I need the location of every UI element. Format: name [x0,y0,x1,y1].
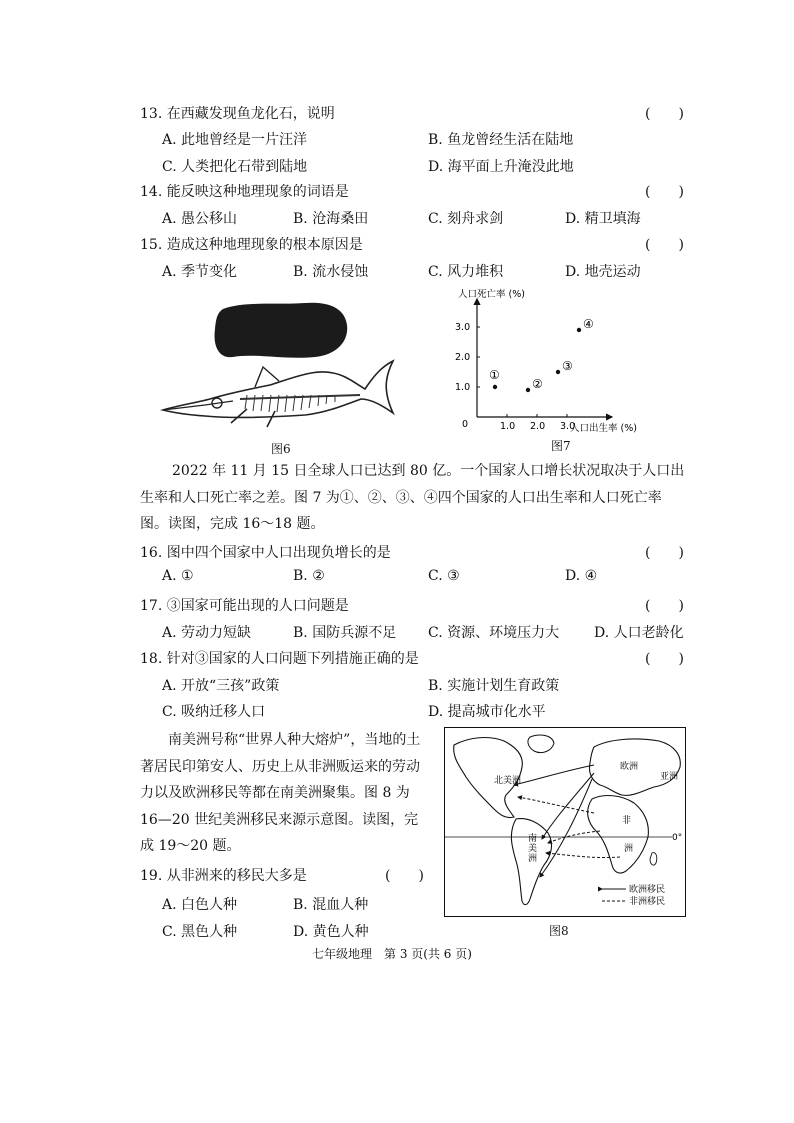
q13-option-b: B. 鱼龙曾经生活在陆地 [428,132,574,148]
x-axis-label: 人口出生率 (%) [570,423,637,434]
fig8-caption: 图8 [549,924,569,938]
population-rate-chart [440,285,680,435]
q19-option-a: A. 白色人种 [162,897,238,913]
q13-option-d: D. 海平面上升淹没此地 [428,159,574,175]
q16-bracket: ( ) [645,545,684,561]
q18-option-b: B. 实施计划生育政策 [428,678,560,694]
fig6-caption: 图6 [271,442,291,456]
scatter-point-2 [526,388,530,392]
asia-label: 亚洲 [660,772,679,782]
legend-africa-label: 非洲移民 [629,897,666,907]
fig7-caption: 图7 [551,439,571,453]
q16-option-a: A. ① [162,568,194,584]
q17-stem: 17. ③国家可能出现的人口问题是 [140,598,349,614]
fossil-figure [155,295,405,430]
q13-stem: 13. 在西藏发现鱼龙化石，说明 [140,106,335,122]
fossil-rock-blob [215,303,348,358]
q14-stem: 14. 能反映这种地理现象的词语是 [140,184,349,200]
equator-label: 0° [672,833,683,843]
q13-option-c: C. 人类把化石带到陆地 [162,159,308,175]
africa-label-1: 非 [622,816,632,826]
scatter-point-label-3: ③ [562,359,573,373]
q14-option-c: C. 刻舟求剑 [428,211,504,227]
x-tick-label: 1.0 [500,421,516,432]
q18-option-d: D. 提高城市化水平 [428,704,546,720]
y-tick-label: 3.0 [455,322,471,333]
q13-bracket: ( ) [645,106,684,122]
north-america-label: 北美洲 [494,776,522,786]
passage-south-america: 南美洲号称“世界人种大熔炉”，当地的土著居民印第安人、历史上从非洲贩运来的劳动力以及欧洲移民等都在南美洲聚集。图 8 为 16—20 世纪美洲移民来源示意图。读图，完成 19～20 题。 [140,732,421,854]
q19-option-c: C. 黑色人种 [162,924,238,940]
q17-bracket: ( ) [645,598,684,614]
fossil-body-outline [163,361,393,418]
q15-stem: 15. 造成这种地理现象的根本原因是 [140,237,363,253]
scatter-point-label-1: ① [489,368,500,382]
q15-option-a: A. 季节变化 [162,264,238,280]
migration-map [444,727,686,917]
q13-option-a: A. 此地曾经是一片汪洋 [162,132,308,148]
y-tick-label: 2.0 [455,352,471,363]
q15-option-d: D. 地壳运动 [565,264,641,280]
x-tick-label: 3.0 [560,421,576,432]
south-america-label-2: 美 [528,844,538,854]
south-america-label-3: 洲 [528,854,538,864]
q18-option-a: A. 开放“三孩”政策 [162,678,280,694]
q16-option-c: C. ③ [428,568,460,584]
q14-bracket: ( ) [645,184,684,200]
q15-bracket: ( ) [645,237,684,253]
q15-option-c: C. 风力堆积 [428,264,504,280]
scatter-point-label-4: ④ [583,317,594,331]
q16-option-d: D. ④ [565,568,598,584]
origin-label: 0 [462,419,469,430]
q17-option-a: A. 劳动力短缺 [162,625,252,641]
q18-bracket: ( ) [645,651,684,667]
q14-option-d: D. 精卫填海 [565,211,641,227]
x-tick-label: 2.0 [530,421,546,432]
scatter-point-3 [556,370,560,374]
y-tick-label: 1.0 [455,382,471,393]
q16-option-b: B. ② [293,568,325,584]
q16-stem: 16. 图中四个国家中人口出现负增长的是 [140,545,391,561]
q14-option-a: A. 愚公移山 [162,211,238,227]
q18-stem: 18. 针对③国家的人口问题下列措施正确的是 [140,651,419,667]
q18-option-c: C. 吸纳迁移人口 [162,704,266,720]
scatter-point-4 [577,328,581,332]
q14-option-b: B. 沧海桑田 [293,211,369,227]
page-footer: 七年级地理 第 3 页(共 6 页) [312,947,472,961]
q19-option-b: B. 混血人种 [293,897,369,913]
europe-label: 欧洲 [620,762,639,772]
q19-option-d: D. 黄色人种 [293,924,369,940]
q17-option-c: C. 资源、环境压力大 [428,625,560,641]
passage-population: 2022 年 11 月 15 日全球人口已达到 80 亿。一个国家人口增长状况取决于人口出生率和人口死亡率之差。图 7 为①、②、③、④四个国家的人口出生率和人口死亡率图。读图，完成 16～18 题。 [140,463,685,532]
africa-label-2: 洲 [624,844,634,854]
q17-option-d: D. 人口老龄化 [594,625,684,641]
scatter-point-1 [493,385,497,389]
q19-bracket: ( ) [385,868,424,884]
q19-stem: 19. 从非洲来的移民大多是 [140,868,307,884]
y-axis-label: 人口死亡率 (%) [458,289,525,300]
q15-option-b: B. 流水侵蚀 [293,264,369,280]
legend-europe-label: 欧洲移民 [629,885,666,895]
q17-option-b: B. 国防兵源不足 [293,625,397,641]
south-america-label-1: 南 [528,834,538,844]
fossil-spine [240,395,360,399]
scatter-point-label-2: ② [532,377,543,391]
